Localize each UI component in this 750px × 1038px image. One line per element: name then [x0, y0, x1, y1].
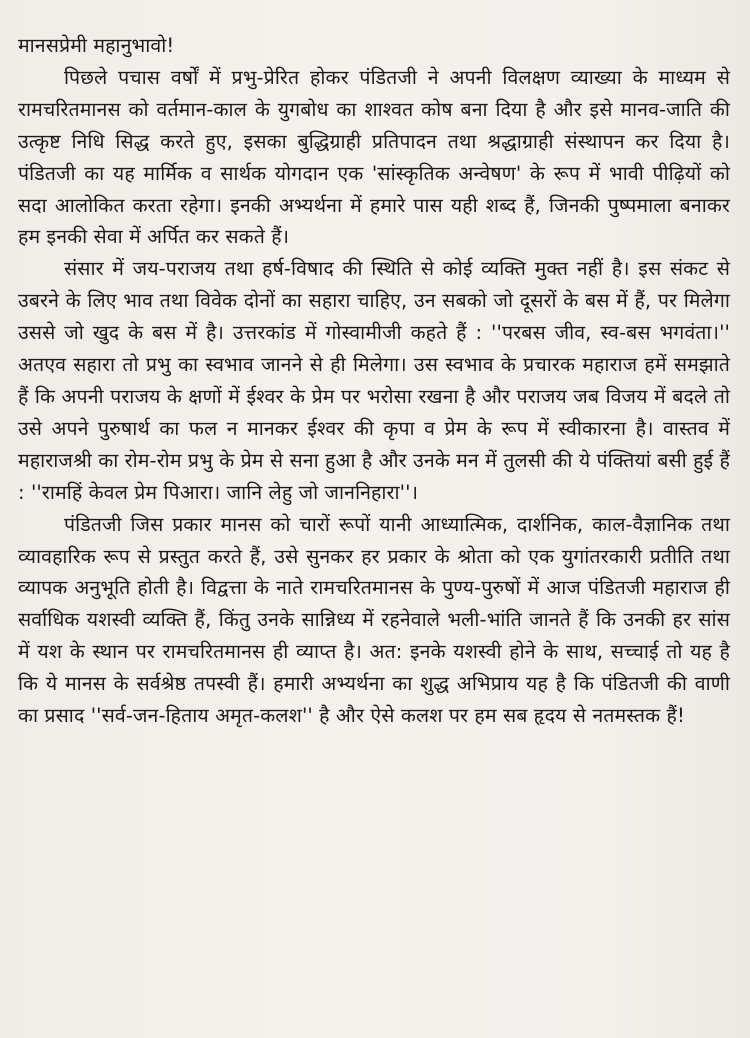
paragraph-1: पिछले पचास वर्षों में प्रभु-प्रेरित होकर पंडितजी ने अपनी विलक्षण व्याख्या के माध्यम से रामचरितमानस को वर्तमान-काल के युगबोध का शाश्वत कोष बना दिया है और इसे मानव-जाति की उत्कृष्ट निधि सिद्ध करते हुए, इसका बुद्धिग्राही प्रतिपादन तथा श्रद्धाग्राही संस्थापन कर दिया है। पंडितजी का यह मार्मिक व सार्थक योगदान एक 'सांस्कृतिक अन्वेषण' के रूप में भावी पीढ़ियों को सदा आलोकित करता रहेगा। इनकी अभ्यर्थना में हमारे पास यही शब्द हैं, जिनकी पुष्पमाला बनाकर हम इनकी सेवा में अर्पित कर सकते हैं। [18, 65, 730, 249]
salutation: मानसप्रेमी महानुभावो! [18, 34, 175, 57]
paragraph-3: पंडितजी जिस प्रकार मानस को चारों रूपों यानी आध्यात्मिक, दार्शनिक, काल-वैज्ञानिक तथा व्यावहारिक रूप से प्रस्तुत करते हैं, उसे सुनकर हर प्रकार के श्रोता को एक युगांतरकारी प्रतीति तथा व्यापक अनुभूति होती है। विद्वत्ता के नाते रामचरितमानस के पुण्य-पुरुषों में आज पंडितजी महाराज ही सर्वाधिक यशस्वी व्यक्ति हैं, किंतु उनके सान्निध्य में रहनेवाले भली-भांति जानते हैं कि उनकी हर सांस में यश के स्थान पर रामचरितमानस ही व्याप्त है। अत: इनके यशस्वी होने के साथ, सच्चाई तो यह है कि ये मानस के सर्वश्रेष्ठ तपस्वी हैं। हमारी अभ्यर्थना का शुद्ध अभिप्राय यह है कि पंडितजी की वाणी का प्रसाद ''सर्व-जन-हिताय अमृत-कलश'' है और ऐसे कलश पर हम सब हृदय से नतमस्तक हैं! [18, 512, 730, 728]
paragraph-2: संसार में जय-पराजय तथा हर्ष-विषाद की स्थिति से कोई व्यक्ति मुक्त नहीं है। इस संकट से उबरने के लिए भाव तथा विवेक दोनों का सहारा चाहिए, उन सबको जो दूसरों के बस में हैं, पर मिलेगा उससे जो खुद के बस में है। उत्तरकांड में गोस्वामीजी कहते हैं : ''परबस जीव, स्व-बस भगवंता।'' अतएव सहारा तो प्रभु का स्वभाव जानने से ही मिलेगा। उस स्वभाव के प्रचारक महाराज हमें समझाते हैं कि अपनी पराजय के क्षणों में ईश्वर के प्रेम पर भरोसा रखना है और पराजय जब विजय में बदले तो उसे अपने पुरुषार्थ का फल न मानकर ईश्वर की कृपा व प्रेम के रूप में स्वीकारना है। वास्तव में महाराजश्री का रोम-रोम प्रभु के प्रेम से सना हुआ है और उनके मन में तुलसी की ये पंक्तियां बसी हुई हैं : ''रामहिं केवल प्रेम पिआरा। जानि लेहु जो जाननिहारा''। [18, 257, 730, 504]
page-text [18, 30, 730, 732]
